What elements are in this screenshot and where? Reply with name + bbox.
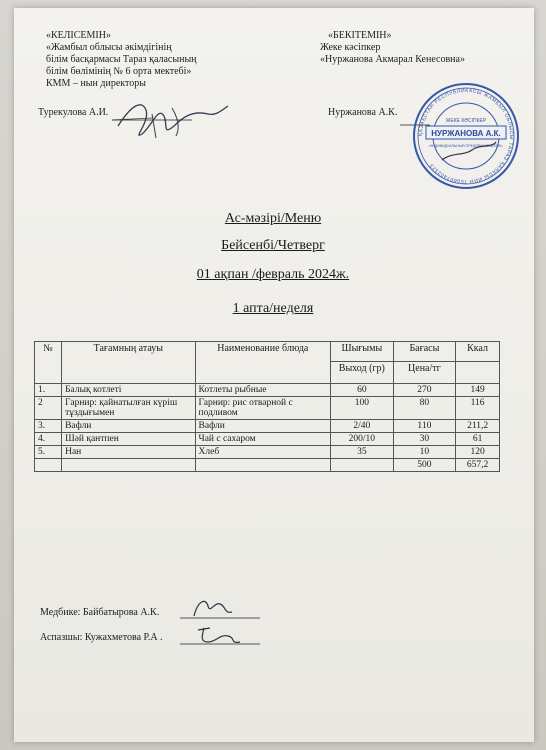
row-kcal: 120	[456, 446, 500, 459]
nurse-name: Медбике: Байбатырова А.К.	[40, 607, 160, 618]
row-name-ru: Котлеты рыбные	[195, 384, 331, 397]
nurse-signature-line	[40, 607, 159, 618]
header-yield-ru: Выход (гр)	[331, 362, 394, 384]
row-name-ru: Чай с сахаром	[195, 433, 331, 446]
header-name-kz: Тағамның атауы	[62, 342, 195, 384]
row-no: 2	[35, 397, 62, 420]
row-name-ru: Гарнир: рис отварной с подливом	[195, 397, 331, 420]
row-name-kz: Балық котлеті	[62, 384, 195, 397]
approval-left-line: білім басқармасы Тараз қаласының	[46, 54, 197, 65]
approval-left-name: Турекулова А.И.	[38, 107, 109, 118]
row-price: 10	[393, 446, 456, 459]
header-price-ru: Цена/тг	[393, 362, 456, 384]
row-name-ru: Хлеб	[195, 446, 331, 459]
header-kcal-empty	[456, 362, 500, 384]
row-name-kz: Вафли	[62, 420, 195, 433]
row-yield: 60	[331, 384, 394, 397]
row-no: 3.	[35, 420, 62, 433]
week-title: 1 апта/неделя	[232, 301, 314, 316]
total-row	[35, 459, 500, 472]
table-row	[35, 384, 500, 397]
round-stamp	[412, 82, 520, 190]
row-name-kz: Шәй қантпен	[62, 433, 195, 446]
approval-right-name: Нуржанова А.К.	[328, 107, 398, 118]
approval-left-line: КММ – нын директоры	[46, 78, 146, 89]
stamp-seal-icon	[412, 82, 520, 190]
approval-right-line: «Нуржанова Акмарал Кенесовна»	[320, 54, 465, 65]
stamp-top-text: ЖЕКЕ КӘСІПКЕР	[445, 118, 487, 124]
date-title: 01 ақпан /февраль 2024ж.	[196, 267, 350, 282]
header-price-kz: Бағасы	[393, 342, 456, 362]
menu-table	[34, 341, 500, 472]
total-price: 500	[393, 459, 456, 472]
day-title: Бейсенбі/Четверг	[221, 238, 325, 253]
row-kcal: 149	[456, 384, 500, 397]
stamp-sub-text: ИНДИВИДУАЛЬНЫЙ ПРЕДПРИНИМАТЕЛЬ	[429, 144, 503, 148]
table-row	[35, 446, 500, 459]
header-no: №	[35, 342, 62, 384]
row-no: 5.	[35, 446, 62, 459]
approval-left-line: білім бөлімінің № 6 орта мектебі»	[46, 66, 192, 77]
nurse-signature-icon	[180, 594, 260, 622]
approval-right-line: Жеке кәсіпкер	[320, 42, 381, 53]
table-row	[35, 397, 500, 420]
row-no: 1.	[35, 384, 62, 397]
approval-left-heading: «КЕЛІСЕМІН»	[46, 30, 111, 41]
cook-name: Аспазшы: Кужахметова Р.А .	[40, 632, 163, 643]
row-kcal: 61	[456, 433, 500, 446]
header-name-ru: Наименование блюда	[195, 342, 331, 384]
row-yield: 200/10	[331, 433, 394, 446]
row-kcal: 211,2	[456, 420, 500, 433]
row-yield: 2/40	[331, 420, 394, 433]
row-kcal: 116	[456, 397, 500, 420]
cook-signature-line	[40, 632, 163, 643]
row-name-ru: Вафли	[195, 420, 331, 433]
cook-signature-icon	[180, 620, 260, 648]
approval-left-line: «Жамбыл облысы әкімдігінің	[46, 42, 172, 53]
row-yield: 100	[331, 397, 394, 420]
approval-right-heading: «БЕКІТЕМІН»	[328, 30, 392, 41]
row-price: 30	[393, 433, 456, 446]
table-row	[35, 420, 500, 433]
row-yield: 35	[331, 446, 394, 459]
header-yield-kz: Шығымы	[331, 342, 394, 362]
total-kcal: 657,2	[456, 459, 500, 472]
row-name-kz: Нан	[62, 446, 195, 459]
table-row	[35, 433, 500, 446]
svg-text:ҚАЗАҚСТАН РЕСПУБЛИКАСЫ ЖАМБЫЛ: ҚАЗАҚСТАН РЕСПУБЛИКАСЫ ЖАМБЫЛ ОБЛЫСЫ ТАРАЗ ҚАЛАСЫ ИИН 750607402323	[417, 87, 515, 185]
row-no: 4.	[35, 433, 62, 446]
row-price: 80	[393, 397, 456, 420]
stamp-center-text: НУРЖАНОВА А.К.	[431, 129, 501, 138]
row-price: 110	[393, 420, 456, 433]
row-price: 270	[393, 384, 456, 397]
menu-title: Ас-мәзірі/Меню	[224, 211, 322, 226]
left-signature-line	[112, 118, 192, 122]
header-kcal: Ккал	[456, 342, 500, 362]
row-name-kz: Гарнир: қайнатылған күріш тұздығымен	[62, 397, 195, 420]
